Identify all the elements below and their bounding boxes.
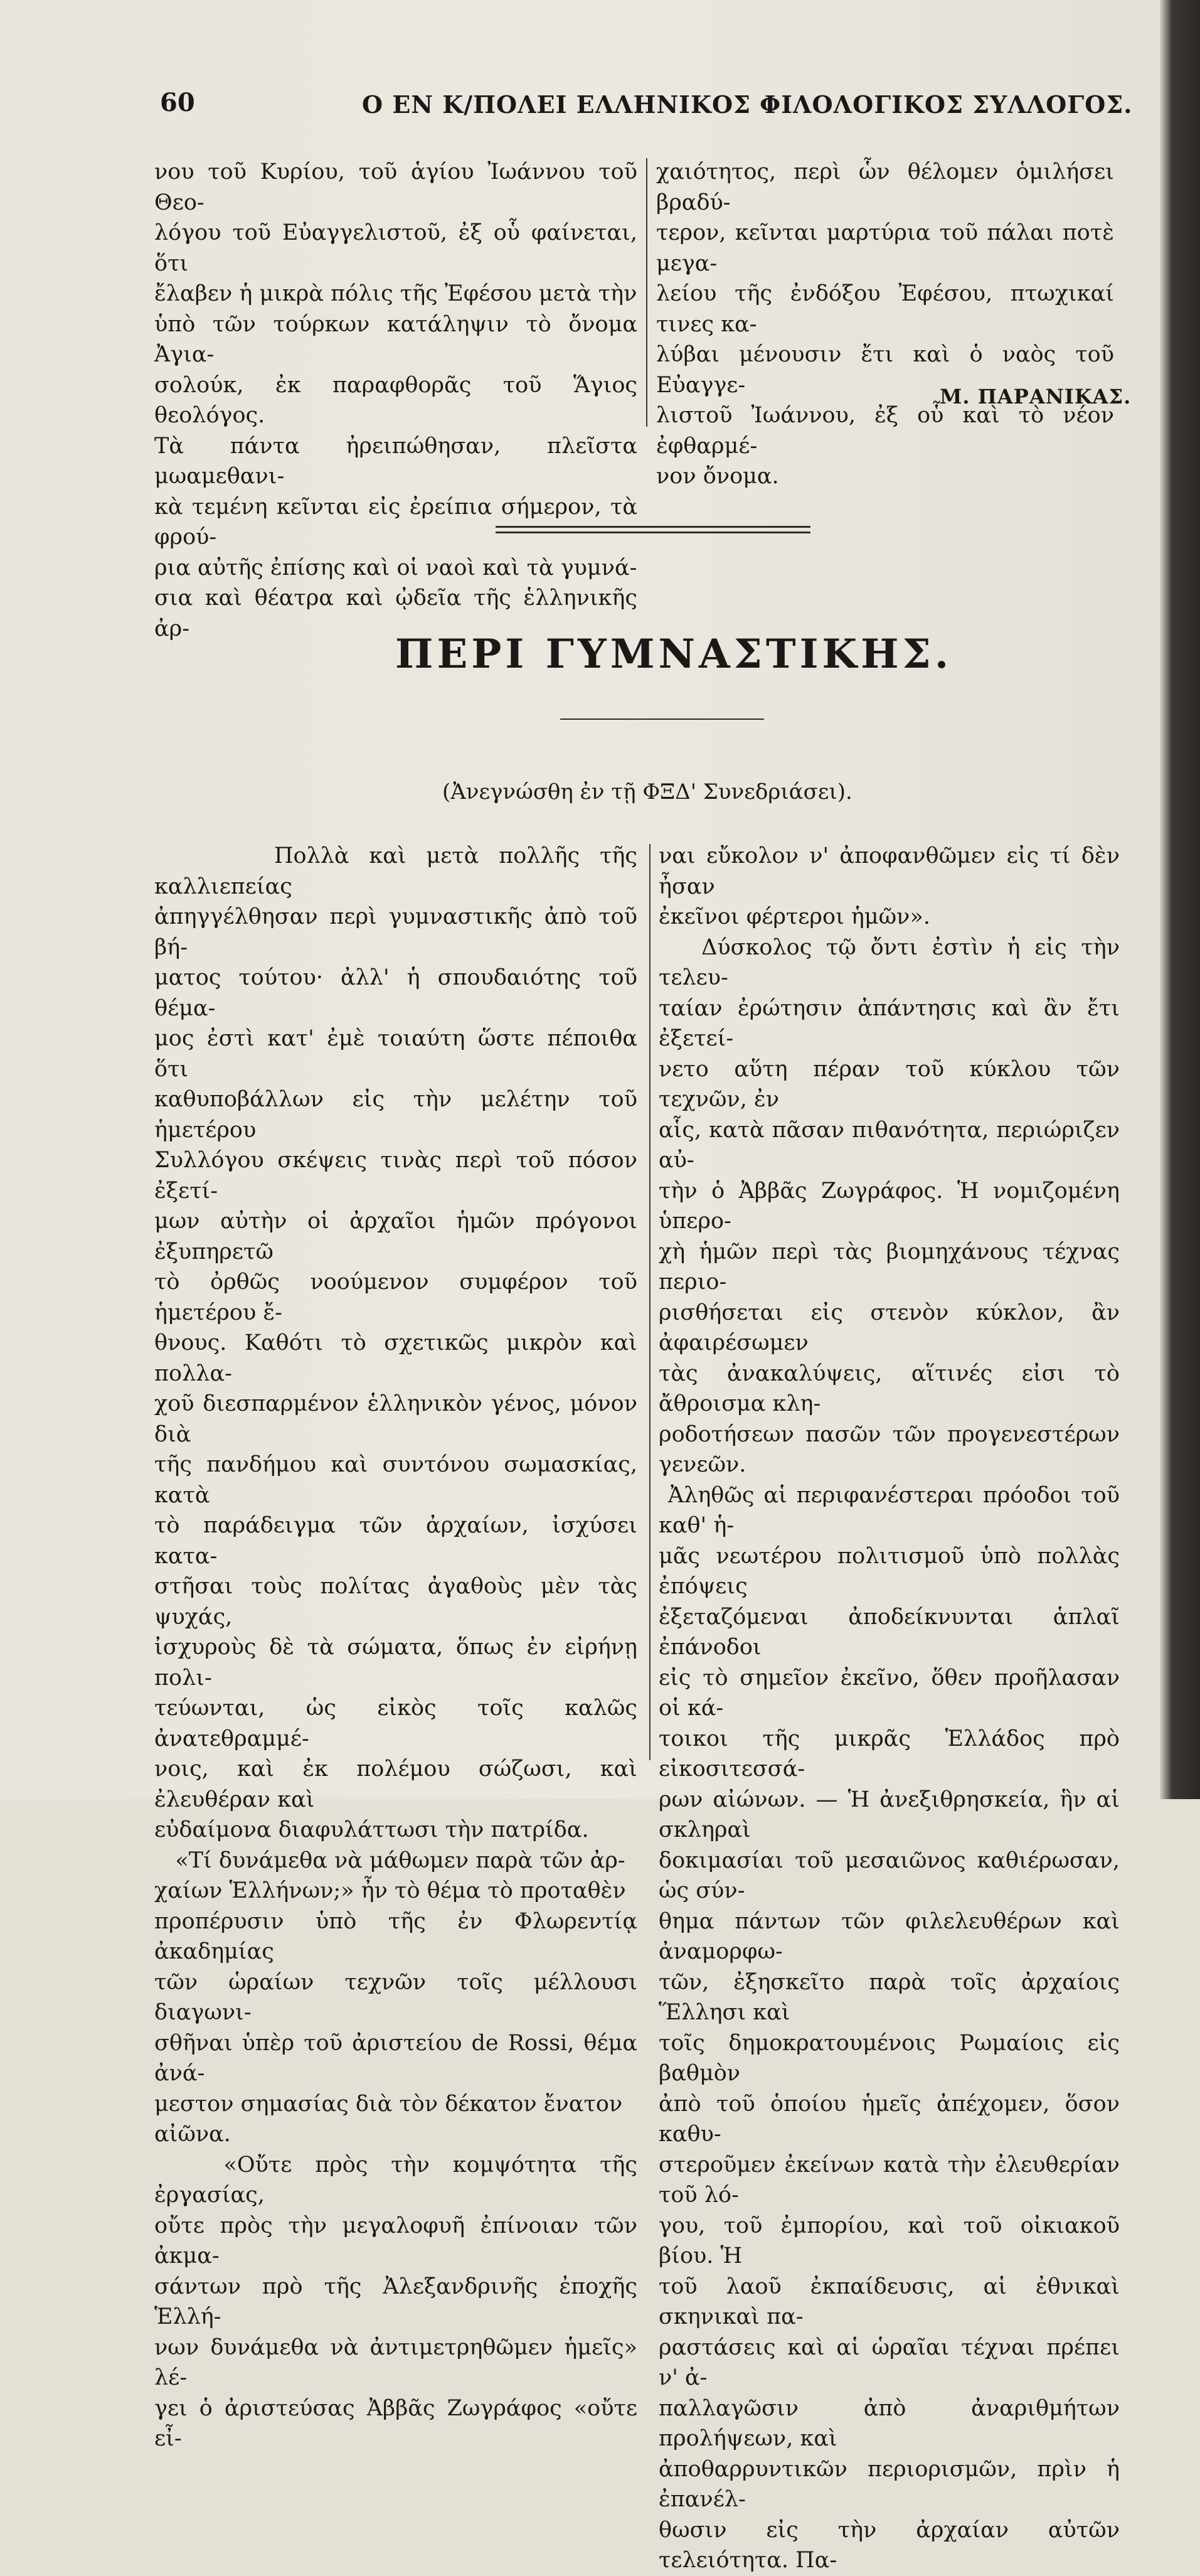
title-rule: [560, 719, 764, 720]
article-subtitle: (Ἀνεγνώσθη ἐν τῇ ΦΞΔ' Συνεδριάσει).: [442, 779, 852, 804]
previous-article-left-column: νου τοῦ Κυρίου, τοῦ ἁγίου Ἰωάννου τοῦ Θεο- λόγου τοῦ Εὐαγγελιστοῦ, ἐξ οὗ φαίνεται, ὅτι ἔλαβεν ἡ μικρὰ πόλις τῆς Ἐφέσου μετὰ τὴν ὑπὸ τῶν τούρκων κατάληψιν τὸ ὄνομα Ἀγια- σολούκ, ἐκ παραφθορᾶς τοῦ Ἅγιος θεολόγος. Τὰ πάντα ἠρειπώθησαν, πλεῖστα μωαμεθανι- κὰ τεμένη κεῖνται εἰς ἐρείπια σήμερον, τὰ φρού- ρια αὐτῆς ἐπίσης καὶ οἱ ναοὶ καὶ τὰ γυμνά- σια καὶ θέατρα καὶ ᾠδεῖα τῆς ἑλληνικῆς ἀρ-: [154, 159, 637, 641]
section-separator: [496, 526, 810, 533]
binding-edge: [1160, 0, 1200, 1799]
column-divider: [649, 844, 650, 1760]
journal-title: Ο ΕΝ Κ/ΠΟΛΕΙ ΕΛΛΗΝΙΚΟΣ ΦΙΛΟΛΟΓΙΚΟΣ ΣΥΛΛΟΓΟΣ.: [362, 90, 1133, 119]
running-head: [160, 88, 1133, 126]
article-left-column: Πολλὰ καὶ μετὰ πολλῆς τῆς καλλιεπείας ἀπηγγέλθησαν περὶ γυμναστικῆς ἀπὸ τοῦ βή- ματος τούτου· ἀλλ' ἡ σπουδαιότης τοῦ θέμα- μος ἐστὶ κατ' ἐμὲ τοιαύτη ὥστε πέποιθα ὅτι καθυποβάλλων εἰς τὴν μελέτην τοῦ ἡμετέρου Συλλόγου σκέψεις τινὰς περὶ τοῦ πόσον ἐξετί- μων αὐτὴν οἱ ἀρχαῖοι ἡμῶν πρόγονοι ἐξυπηρετῶ τὸ ὀρθῶς νοούμενον συμφέρον τοῦ ἡμετέρου ἔ- θνους. Καθότι τὸ σχετικῶς μικρὸν καὶ πολλα- χοῦ διεσπαρμένον ἑλληνικὸν γένος, μόνον διὰ τῆς πανδήμου καὶ συντόνου σωμασκίας, κατὰ τὸ παράδειγμα τῶν ἀρχαίων, ἰσχύσει κατα- στῆσαι τοὺς πολίτας ἀγαθοὺς μὲν τὰς ψυχάς, ἰσχυροὺς δὲ τὰ σώματα, ὅπως ἐν εἰρήνῃ πολι- τεύωνται, ὡς εἰκὸς τοῖς καλῶς ἀνατεθραμμέ- νοις, καὶ ἐκ πολέμου σώζωσι, καὶ ἐλευθέραν καὶ εὐδαίμονα διαφυλάττωσι τὴν πατρίδα. «Τί δυνάμεθα νὰ μάθωμεν παρὰ τῶν ἀρ- χαίων Ἑλλήνων;» ἦν τὸ θέμα τὸ προταθὲν προπέρυσιν ὑπὸ τῆς ἐν Φλωρεντίᾳ ἀκαδημίας τῶν ὡραίων τεχνῶν τοῖς μέλλουσι διαγωνι- σθῆναι ὑπὲρ τοῦ ἀριστείου de Rossi, θέμα ἀνά- μεστον σημασίας διὰ τὸν δέκατον ἔνατον αἰῶνα. «Οὔτε πρὸς τὴν κομψότητα τῆς ἐργασίας, οὔτε πρὸς τὴν μεγαλοφυῆ ἐπίνοιαν τῶν ἀκμα- σάντων πρὸ τῆς Ἀλεξανδρινῆς ἐποχῆς Ἑλλή- νων δυνάμεθα νὰ ἀντιμετρηθῶμεν ἡμεῖς» λέ- γει ὁ ἀριστεύσας Ἀββᾶς Ζωγράφος «οὔτε εἶ-: [154, 843, 637, 2451]
previous-article-right-column: χαιότητος, περὶ ὧν θέλομεν ὁμιλήσει βραδύ- τερον, κεῖνται μαρτύρια τοῦ πάλαι ποτὲ μεγα- λείου τῆς ἐνδόξου Ἐφέσου, πτωχικαί τινες κα- λύβαι μένουσιν ἔτι καὶ ὁ ναὸς τοῦ Εὐαγγε- λιστοῦ Ἰωάννου, ἐξ οὗ καὶ τὸ νέον ἐφθαρμέ- νον ὄνομα.: [656, 159, 1114, 489]
article-right-column: ναι εὔκολον ν' ἀποφανθῶμεν εἰς τί δὲν ἦσαν ἐκεῖνοι φέρτεροι ἡμῶν». Δύσκολος τῷ ὄντι ἐστὶν ἡ εἰς τὴν τελευ- ταίαν ἐρώτησιν ἀπάντησις καὶ ἂν ἔτι ἐξετεί- νετο αὕτη πέραν τοῦ κύκλου τῶν τεχνῶν, ἐν αἷς, κατὰ πᾶσαν πιθανότητα, περιώριζεν αὐ- τὴν ὁ Ἀββᾶς Ζωγράφος. Ἡ νομιζομένη ὑπερο- χὴ ἡμῶν περὶ τὰς βιομηχάνους τέχνας περιο- ρισθήσεται εἰς στενὸν κύκλον, ἂν ἀφαιρέσωμεν τὰς ἀνακαλύψεις, αἵτινές εἰσι τὸ ἄθροισμα κλη- ροδοτήσεων πασῶν τῶν προγενεστέρων γενεῶν. Ἀληθῶς αἱ περιφανέστεραι πρόοδοι τοῦ καθ' ἡ- μᾶς νεωτέρου πολιτισμοῦ ὑπὸ πολλὰς ἐπόψεις ἐξεταζόμεναι ἀποδείκνυνται ἁπλαῖ ἐπάνοδοι εἰς τὸ σημεῖον ἐκεῖνο, ὅθεν προῆλασαν οἱ κά- τοικοι τῆς μικρᾶς Ἑλλάδος πρὸ εἰκοσιτεσσά- ρων αἰώνων. — Ἡ ἀνεξιθρησκεία, ἣν αἱ σκληραὶ δοκιμασίαι τοῦ μεσαιῶνος καθιέρωσαν, ὡς σύν- θημα πάντων τῶν φιλελευθέρων καὶ ἀναμορφω- τῶν, ἐξησκεῖτο παρὰ τοῖς ἀρχαίοις Ἕλλησι καὶ τοῖς δημοκρατουμένοις Ρωμαίοις εἰς βαθμὸν ἀπὸ τοῦ ὁποίου ἡμεῖς ἀπέχομεν, ὅσον καθυ- στεροῦμεν ἐκείνων κατὰ τὴν ἐλευθερίαν τοῦ λό- γου, τοῦ ἐμπορίου, καὶ τοῦ οἰκιακοῦ βίου. Ἡ τοῦ λαοῦ ἐκπαίδευσις, αἱ ἐθνικαὶ σκηνικαὶ πα- ραστάσεις καὶ αἱ ὡραῖαι τέχναι πρέπει ν' ἀ- παλλαγῶσιν ἀπὸ ἀναριθμήτων προλήψεων, καὶ ἀποθαρρυντικῶν περιορισμῶν, πρὶν ἡ ἐπανέλ- θωσιν εἰς τὴν ἀρχαίαν αὐτῶν τελειότητα. Πα-: [659, 843, 1120, 2573]
page-number: 60: [160, 88, 195, 117]
author-signature: Μ. ΠΑΡΑΝΙΚΑΣ.: [940, 385, 1132, 409]
column-divider: [646, 158, 647, 427]
article-title: ΠΕΡΙ ΓΥΜΝΑΣΤΙΚΗΣ.: [395, 631, 953, 678]
